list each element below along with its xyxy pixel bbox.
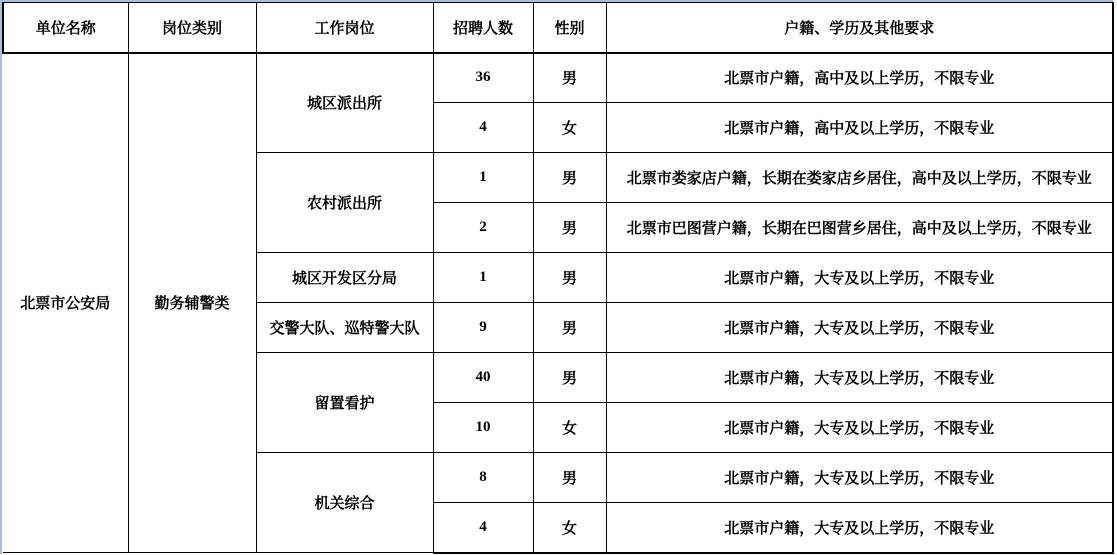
cell-requirements: 北票市户籍，大专及以上学历，不限专业 <box>606 253 1113 303</box>
cell-recruit-count: 2 <box>433 203 533 253</box>
cell-gender: 男 <box>533 453 606 503</box>
cell-requirements: 北票市户籍，高中及以上学历，不限专业 <box>606 53 1113 103</box>
cell-recruit-count: 36 <box>433 53 533 103</box>
col-header-recruit-count: 招聘人数 <box>433 3 533 53</box>
cell-unit-name: 北票市公安局 <box>3 53 128 553</box>
cell-recruit-count: 9 <box>433 303 533 353</box>
cell-requirements: 北票市户籍，大专及以上学历，不限专业 <box>606 303 1113 353</box>
header-row <box>3 3 1113 53</box>
cell-requirements: 北票市户籍，大专及以上学历，不限专业 <box>606 353 1113 403</box>
col-header-unit-name: 单位名称 <box>3 3 128 53</box>
cell-work-position: 交警大队、巡特警大队 <box>256 303 433 353</box>
cell-requirements: 北票市户籍，大专及以上学历，不限专业 <box>606 503 1113 553</box>
col-header-position-category: 岗位类别 <box>128 3 256 53</box>
cell-gender: 男 <box>533 353 606 403</box>
cell-recruit-count: 40 <box>433 353 533 403</box>
cell-requirements: 北票市巴图营户籍，长期在巴图营乡居住，高中及以上学历，不限专业 <box>606 203 1113 253</box>
cell-gender: 女 <box>533 403 606 453</box>
cell-gender: 女 <box>533 503 606 553</box>
cell-recruit-count: 10 <box>433 403 533 453</box>
cell-work-position: 城区开发区分局 <box>256 253 433 303</box>
cell-position-category: 勤务辅警类 <box>128 53 256 553</box>
cell-gender: 女 <box>533 103 606 153</box>
cell-gender: 男 <box>533 53 606 103</box>
cell-recruit-count: 1 <box>433 253 533 303</box>
cell-requirements: 北票市户籍，大专及以上学历，不限专业 <box>606 453 1113 503</box>
cell-requirements: 北票市户籍，大专及以上学历，不限专业 <box>606 403 1113 453</box>
table-row <box>3 53 1113 103</box>
cell-work-position: 城区派出所 <box>256 53 433 153</box>
cell-gender: 男 <box>533 303 606 353</box>
col-header-work-position: 工作岗位 <box>256 3 433 53</box>
cell-work-position: 留置看护 <box>256 353 433 453</box>
cell-requirements: 北票市户籍，高中及以上学历，不限专业 <box>606 103 1113 153</box>
cell-gender: 男 <box>533 153 606 203</box>
cell-gender: 男 <box>533 253 606 303</box>
cell-work-position: 农村派出所 <box>256 153 433 253</box>
cell-recruit-count: 4 <box>433 503 533 553</box>
cell-requirements: 北票市娄家店户籍，长期在娄家店乡居住，高中及以上学历，不限专业 <box>606 153 1113 203</box>
col-header-gender: 性别 <box>533 3 606 53</box>
cell-recruit-count: 1 <box>433 153 533 203</box>
cell-gender: 男 <box>533 203 606 253</box>
col-header-requirements: 户籍、学历及其他要求 <box>606 3 1113 53</box>
cell-recruit-count: 4 <box>433 103 533 153</box>
cell-work-position: 机关综合 <box>256 453 433 553</box>
cell-recruit-count: 8 <box>433 453 533 503</box>
recruitment-table <box>2 2 1114 554</box>
